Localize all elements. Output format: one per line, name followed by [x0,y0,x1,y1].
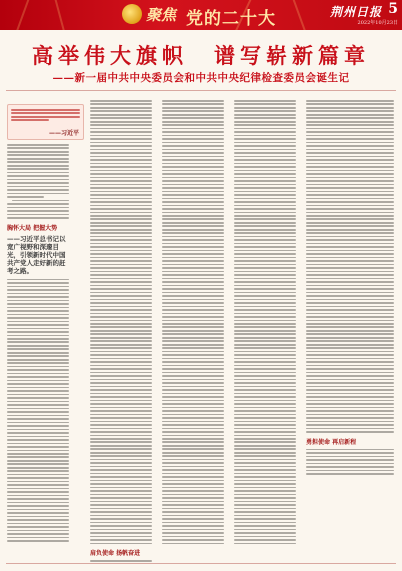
quote-signature: ——习近平 [48,130,79,137]
headline-divider [6,90,396,91]
body-column-3 [162,100,224,562]
lead-paragraph: ——习近平总书记以宽广视野和深邃目光，引领新时代中国共产党人走好新的赶考之路。 [7,234,66,275]
section-title: 勇担使命 再启新程 [306,438,357,446]
party-emblem-icon [122,4,142,24]
page-number: 5 [388,1,398,17]
banner-brush-text: 聚焦 [146,6,177,24]
section-title: 胸怀大局 把握大势 [7,224,58,232]
issue-date: 2022年10月23日 [357,20,398,26]
newspaper-masthead: 荆州日报 [329,5,382,19]
body-column-5 [306,100,394,562]
footer-divider [6,563,396,564]
banner-title: 党的二十大 [186,9,276,29]
sub-headline: ——新一届中共中央委员会和中共中央纪律检查委员会诞生记 [52,72,350,84]
section-title: 肩负使命 扬帆奋进 [90,550,141,558]
body-column-1 [7,144,69,560]
body-column-2 [90,100,152,562]
body-column-4 [234,100,296,562]
page-banner [0,0,402,30]
main-headline: 高举伟大旗帜 谱写崭新篇章 [32,44,370,68]
quote-box [7,104,84,140]
